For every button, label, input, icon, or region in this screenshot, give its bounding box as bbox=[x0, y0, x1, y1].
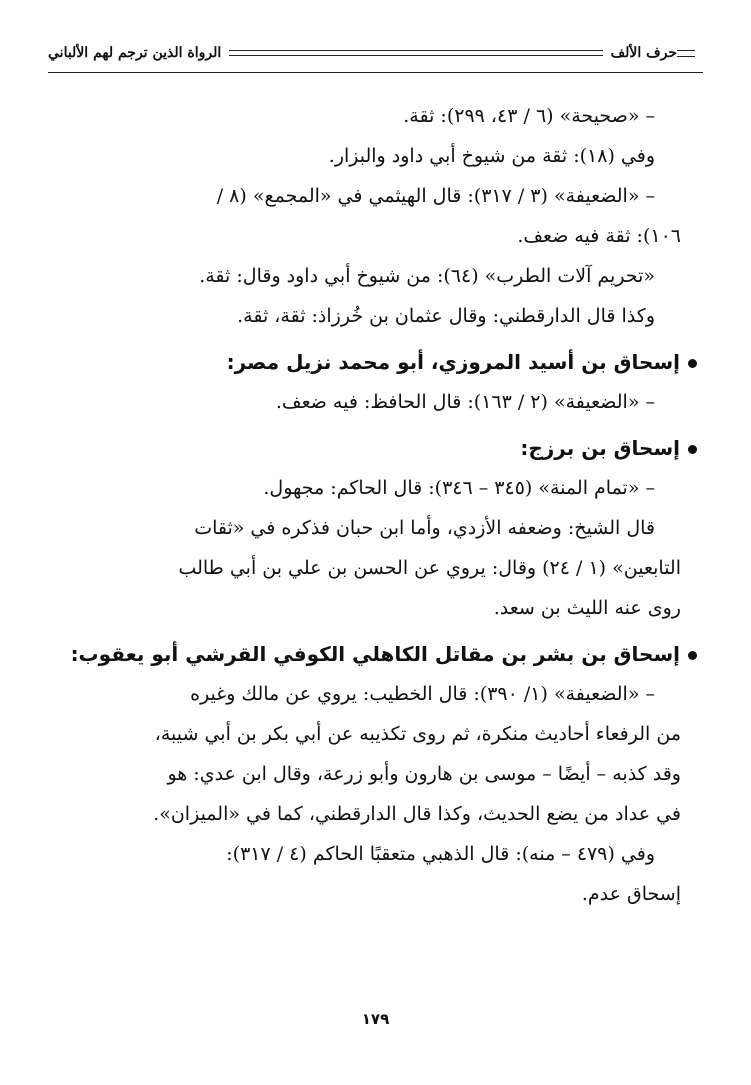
text-line: – «الضعيفة» (٢ / ١٦٣): قال الحافظ: فيه ضعف. bbox=[275, 391, 655, 413]
text-line: قال الشيخ: وضعفه الأزدي، وأما ابن حبان فذكره في «ثقات bbox=[194, 517, 655, 539]
entry-heading bbox=[60, 634, 697, 674]
text-line: «تحريم آلات الطرب» (٦٤): من شيوخ أبي داود وقال: ثقة. bbox=[199, 265, 655, 287]
entry-heading-text: إسحاق بن أسيد المروزي، أبو محمد نزيل مصر: bbox=[226, 350, 680, 374]
header-section: حرف الألف bbox=[610, 45, 677, 61]
entry-heading-text: إسحاق بن برزج: bbox=[520, 436, 680, 460]
text-line: وقد كذبه – أيضًا – موسى بن هارون وأبو زرعة، وقال ابن عدي: هو bbox=[167, 763, 681, 785]
page-number: ١٧٩ bbox=[361, 1010, 390, 1028]
text-line: روى عنه الليث بن سعد. bbox=[493, 597, 681, 619]
header-rule bbox=[229, 50, 602, 56]
text-line: إسحاق عدم. bbox=[581, 883, 681, 905]
header-ornament bbox=[677, 50, 695, 57]
text-line: ١٠٦): ثقة فيه ضعف. bbox=[517, 225, 681, 247]
bullet-icon bbox=[688, 359, 697, 368]
text-line: – «صحيحة» (٦ / ٤٣، ٢٩٩): ثقة. bbox=[403, 105, 655, 127]
text-line: وفي (١٨): ثقة من شيوخ أبي داود والبزار. bbox=[328, 145, 655, 167]
bullet-icon bbox=[688, 651, 697, 660]
text-line: في عداد من يضع الحديث، وكذا قال الدارقطني، كما في «الميزان». bbox=[153, 803, 681, 825]
text-line: – «الضعيفة» (٣ / ٣١٧): قال الهيثمي في «المجمع» (٨ / bbox=[216, 185, 655, 207]
header-title: الرواة الذين ترجم لهم الألباني bbox=[48, 45, 222, 61]
entry-heading bbox=[60, 428, 697, 468]
text-line: وكذا قال الدارقطني: وقال عثمان بن خُرزاذ: ثقة، ثقة. bbox=[237, 305, 655, 327]
text-line: التابعين» (١ / ٢٤) وقال: يروي عن الحسن بن علي بن أبي طالب bbox=[178, 557, 681, 579]
entry-heading-text: إسحاق بن بشر بن مقاتل الكاهلي الكوفي القرشي أبو يعقوب: bbox=[70, 642, 680, 666]
page-body bbox=[60, 96, 681, 914]
entry-heading bbox=[60, 342, 697, 382]
running-header bbox=[48, 36, 703, 70]
text-line: وفي (٤٧٩ – منه): قال الذهبي متعقبًا الحاكم (٤ / ٣١٧): bbox=[226, 843, 655, 865]
bullet-icon bbox=[688, 445, 697, 454]
text-line: – «الضعيفة» (١/ ٣٩٠): قال الخطيب: يروي عن مالك وغيره bbox=[190, 683, 655, 705]
header-underline bbox=[48, 72, 703, 73]
text-line: – «تمام المنة» (٣٤٥ – ٣٤٦): قال الحاكم: مجهول. bbox=[263, 477, 655, 499]
text-line: من الرفعاء أحاديث منكرة، ثم روى تكذيبه عن أبي بكر بن أبي شيبة، bbox=[154, 723, 681, 745]
